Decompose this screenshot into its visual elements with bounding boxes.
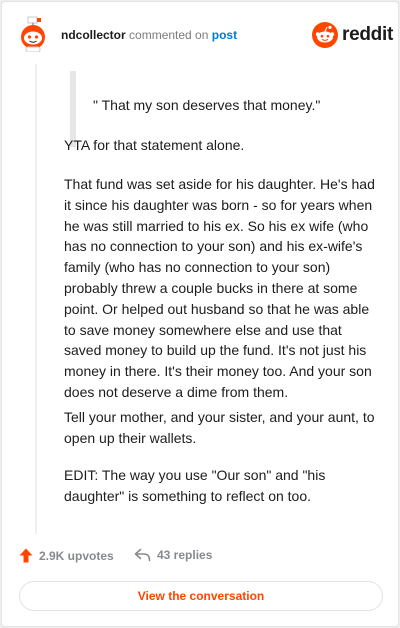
comment-paragraph: YTA for that statement alone. <box>64 137 245 153</box>
comment-footer <box>2 542 400 570</box>
post-link[interactable]: post <box>211 28 238 42</box>
upvotes-stat[interactable] <box>19 548 114 563</box>
comment-paragraph: That fund was set aside for his daughter. He's had it since his daughter was born - so for years when he was still married to his ex. So his ex wife (who has no connection to your son) and his ex-wife's family (who has no connection to your son) probably threw a couple bucks in there at some point. Or helped out husband so that he was able to save money somewhere else and use that saved money to build up the fund. It's not just his money in there. It's their money too. And your son does not deserve a dime from them. <box>64 176 375 400</box>
comment-paragraph: Tell your mother, and your sister, and your aunt, to open up their wallets. <box>64 409 375 446</box>
reddit-logo-icon <box>312 22 338 48</box>
snoo-avatar-icon[interactable] <box>18 16 48 52</box>
comment-meta <box>61 27 237 43</box>
comment-header <box>2 2 400 62</box>
reply-arrow-icon <box>134 548 151 562</box>
brand-wordmark: reddit <box>342 24 393 45</box>
reddit-logo[interactable] <box>312 22 393 48</box>
replies-stat[interactable] <box>134 548 212 562</box>
upvote-arrow-icon <box>19 548 33 563</box>
username-link[interactable]: ndcollector <box>61 28 126 42</box>
blockquote-text: " That my son deserves that money." <box>93 97 321 113</box>
comment-paragraph: EDIT: The way you use "Our son" and "his daughter" is something to reflect on too. <box>64 467 326 504</box>
replies-count: 43 replies <box>157 548 213 562</box>
comment-card <box>1 1 399 627</box>
thread-line <box>35 64 37 534</box>
action-text: commented on <box>129 28 209 42</box>
upvotes-count: 2.9K upvotes <box>39 548 114 563</box>
view-conversation-button[interactable]: View the conversation <box>19 581 383 611</box>
